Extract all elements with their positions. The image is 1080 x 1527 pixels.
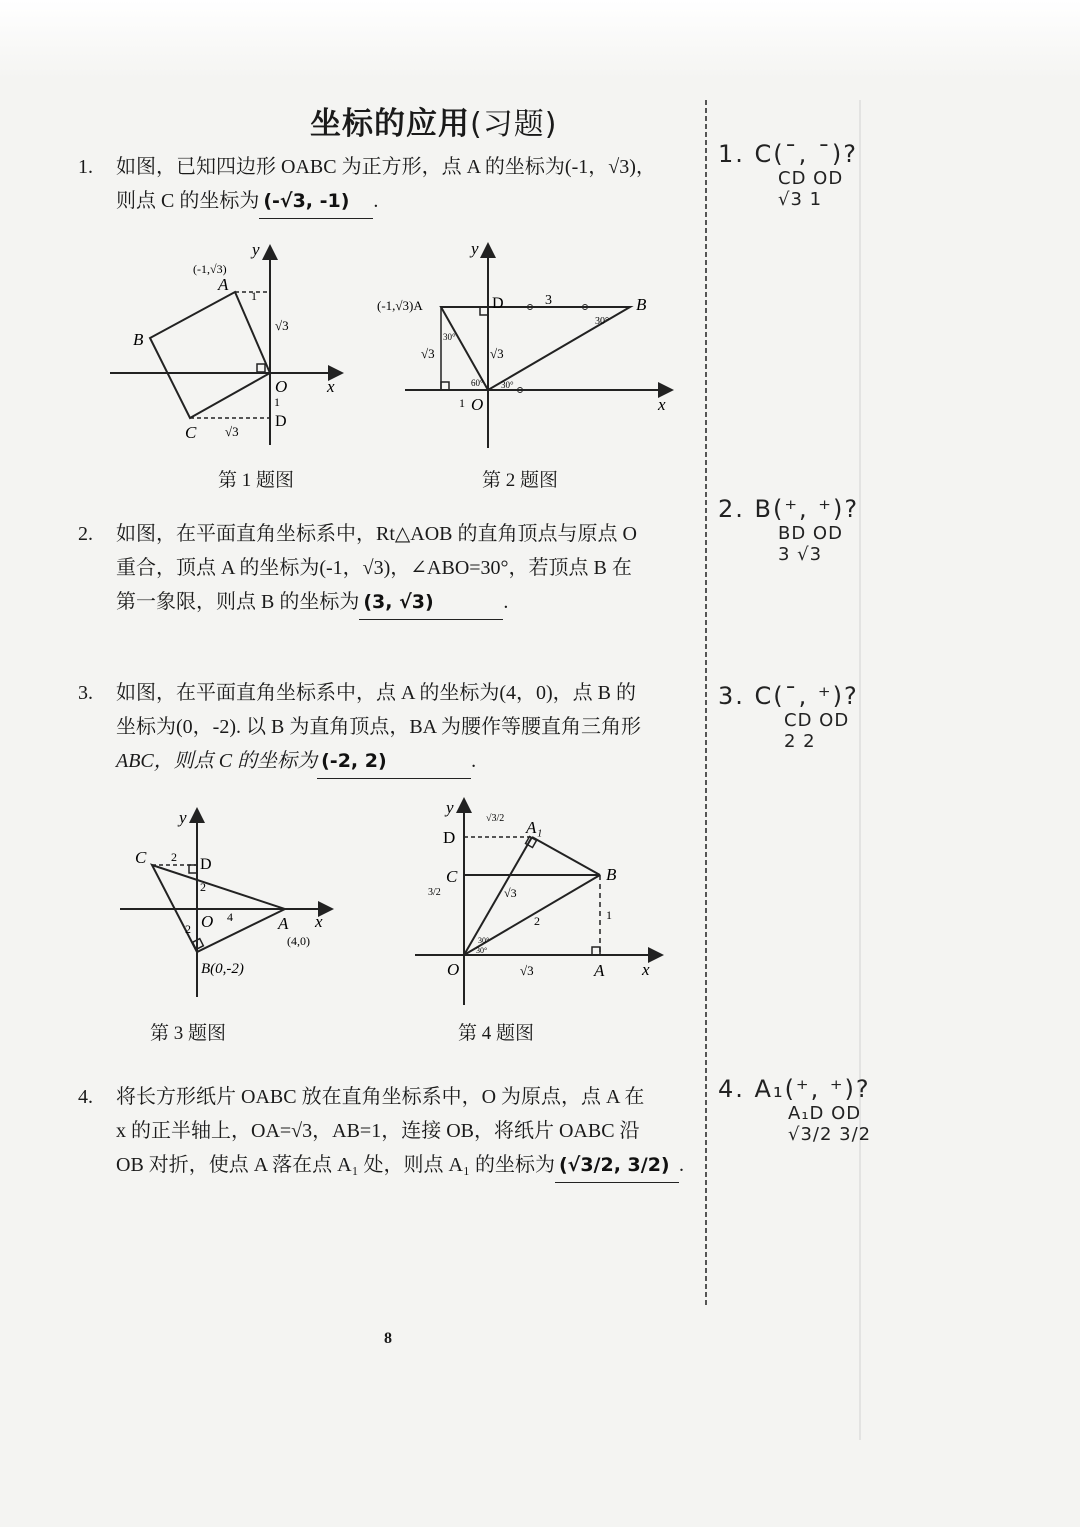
figure-3: [115, 805, 345, 1005]
problem-text: x 的正半轴上，OA=√3，AB=1，连接 OB，将纸片 OABC 沿: [116, 1120, 640, 1142]
answer-blank: (√3/2, 3/2): [555, 1148, 679, 1183]
point-A: A: [594, 961, 605, 980]
problem-text: OB 对折，使点 A 落在点 A₁ 处，则点 A₁ 的坐标为: [116, 1154, 555, 1176]
side-note-1: [718, 140, 858, 210]
note-line: √3/2 3/2: [788, 1124, 872, 1145]
figure-1-caption: 第 1 题图: [218, 470, 295, 491]
note-line: CD OD: [778, 168, 844, 189]
point-O: O: [275, 377, 288, 396]
problem-1: [78, 150, 656, 219]
length-label: 2: [200, 880, 206, 894]
point-C: C: [446, 867, 458, 886]
point-B: B: [636, 295, 647, 314]
note-line: 2 2: [784, 731, 816, 752]
problem-3: [78, 676, 641, 779]
figure-2-caption: 第 2 题图: [482, 470, 559, 491]
length-label: 2: [185, 922, 191, 936]
side-note-3: [718, 682, 859, 752]
angle-label: 60°: [471, 378, 484, 388]
problem-text: 如图，已知四边形 OABC 为正方形，点 A 的坐标为(-1，√3)，: [116, 156, 656, 178]
point-D: D: [200, 856, 212, 873]
length-label: 3/2: [428, 887, 441, 898]
point-D: D: [492, 295, 504, 312]
point-D: D: [443, 828, 456, 847]
problem-number: 4.: [78, 1086, 93, 1108]
note-line: 4. A₁(⁺, ⁺)?: [718, 1075, 871, 1103]
figure-3-caption: 第 3 题图: [150, 1023, 227, 1044]
length-label: √3: [421, 346, 435, 361]
problem-text: 将长方形纸片 OABC 放在直角坐标系中，O 为原点，点 A 在: [116, 1086, 645, 1108]
note-line: CD OD: [784, 710, 850, 731]
note-line: √3 1: [778, 189, 823, 210]
length-label: 1: [274, 395, 280, 409]
figure-4-caption: 第 4 题图: [458, 1023, 535, 1044]
x-label: x: [658, 395, 666, 414]
point-D: D: [275, 413, 287, 430]
length-label: √3: [504, 886, 517, 900]
problem-4: [78, 1080, 684, 1183]
problem-number: 1.: [78, 156, 93, 178]
length-label: √3: [225, 424, 239, 439]
answer-blank: (3, √3): [359, 585, 503, 620]
angle-label: 30°: [595, 316, 609, 327]
note-line: 2. B(⁺, ⁺)?: [718, 495, 860, 523]
problem-number: 3.: [78, 682, 93, 704]
y-label: y: [252, 240, 260, 259]
length-label: 1: [459, 396, 465, 410]
length-label: 2: [534, 914, 540, 928]
title-text: 坐标的应用: [310, 106, 470, 141]
side-note-4: [718, 1075, 871, 1145]
angle-label: 30°: [443, 332, 456, 342]
length-label: √3: [275, 318, 289, 333]
problem-text: 第一象限，则点 B 的坐标为: [116, 591, 360, 613]
point-B: B: [606, 865, 617, 884]
problem-text: 如图，在平面直角坐标系中，点 A 的坐标为(4，0)，点 B 的: [116, 682, 636, 704]
period: .: [471, 750, 477, 772]
period: .: [373, 190, 379, 212]
point-A: A: [278, 914, 289, 933]
angle-label: 30°: [501, 380, 514, 390]
side-note-2: [718, 495, 859, 565]
y-label: y: [471, 240, 479, 258]
point-B: B: [133, 330, 144, 349]
length-label: 1: [606, 908, 612, 922]
period: .: [678, 1154, 684, 1176]
angle-label: 30°: [476, 946, 488, 955]
note-line: 3 √3: [778, 544, 823, 565]
point-C: C: [135, 848, 147, 867]
point-A-coordinate: (-1,√3)A: [377, 298, 423, 313]
page-title: [310, 98, 557, 143]
y-label: y: [446, 798, 454, 817]
point-O: O: [471, 395, 484, 414]
x-label: x: [642, 960, 650, 979]
length-label: 4: [227, 910, 233, 924]
length-label: √3: [520, 963, 534, 978]
figure-1: [105, 240, 355, 450]
note-line: A₁D OD: [788, 1103, 862, 1124]
point-C: C: [185, 423, 197, 442]
angle-label: 30°: [478, 936, 490, 945]
answer-blank: (-2, 2): [317, 744, 471, 779]
point-A-coordinate: (-1,√3): [193, 262, 227, 276]
length-label: 3: [545, 293, 552, 308]
length-label: 1: [251, 289, 257, 303]
x-label: x: [315, 912, 323, 931]
problem-text: ABC，则点 C 的坐标为: [116, 750, 318, 772]
note-line: 3. C(¯, ⁺)?: [718, 682, 859, 710]
period: .: [503, 591, 509, 613]
answer-blank: (-√3, -1): [259, 184, 373, 219]
point-A: A: [218, 275, 229, 294]
note-line: BD OD: [778, 523, 843, 544]
page-number: 8: [384, 1330, 392, 1347]
point-B-coordinate: B(0,-2): [201, 961, 244, 977]
figure-4: [410, 795, 670, 1010]
y-label: y: [179, 808, 187, 827]
square-OABC: [150, 292, 270, 418]
problem-text: 如图，在平面直角坐标系中，Rt△AOB 的直角顶点与原点 O: [116, 523, 637, 545]
title-handwritten-note: (习题): [470, 107, 558, 142]
point-A-coordinate: (4,0): [287, 934, 310, 948]
point-A1: A₁: [526, 818, 543, 837]
length-label: √3: [490, 346, 504, 361]
point-O: O: [201, 912, 214, 931]
problem-text: 重合，顶点 A 的坐标为(-1，√3)，∠ABO=30°，若顶点 B 在: [116, 557, 632, 579]
figure-2: [375, 240, 675, 450]
problem-2: [78, 517, 637, 620]
note-line: 1. C(¯, ¯)?: [718, 140, 859, 168]
problem-text: 坐标为(0，-2). 以 B 为直角顶点，BA 为腰作等腰直角三角形: [116, 716, 641, 738]
length-label: 2: [171, 850, 177, 864]
point-O: O: [447, 960, 460, 979]
problem-number: 2.: [78, 523, 93, 545]
x-label: x: [327, 377, 335, 396]
problem-text: 则点 C 的坐标为: [116, 190, 260, 212]
length-label: √3/2: [486, 813, 505, 824]
